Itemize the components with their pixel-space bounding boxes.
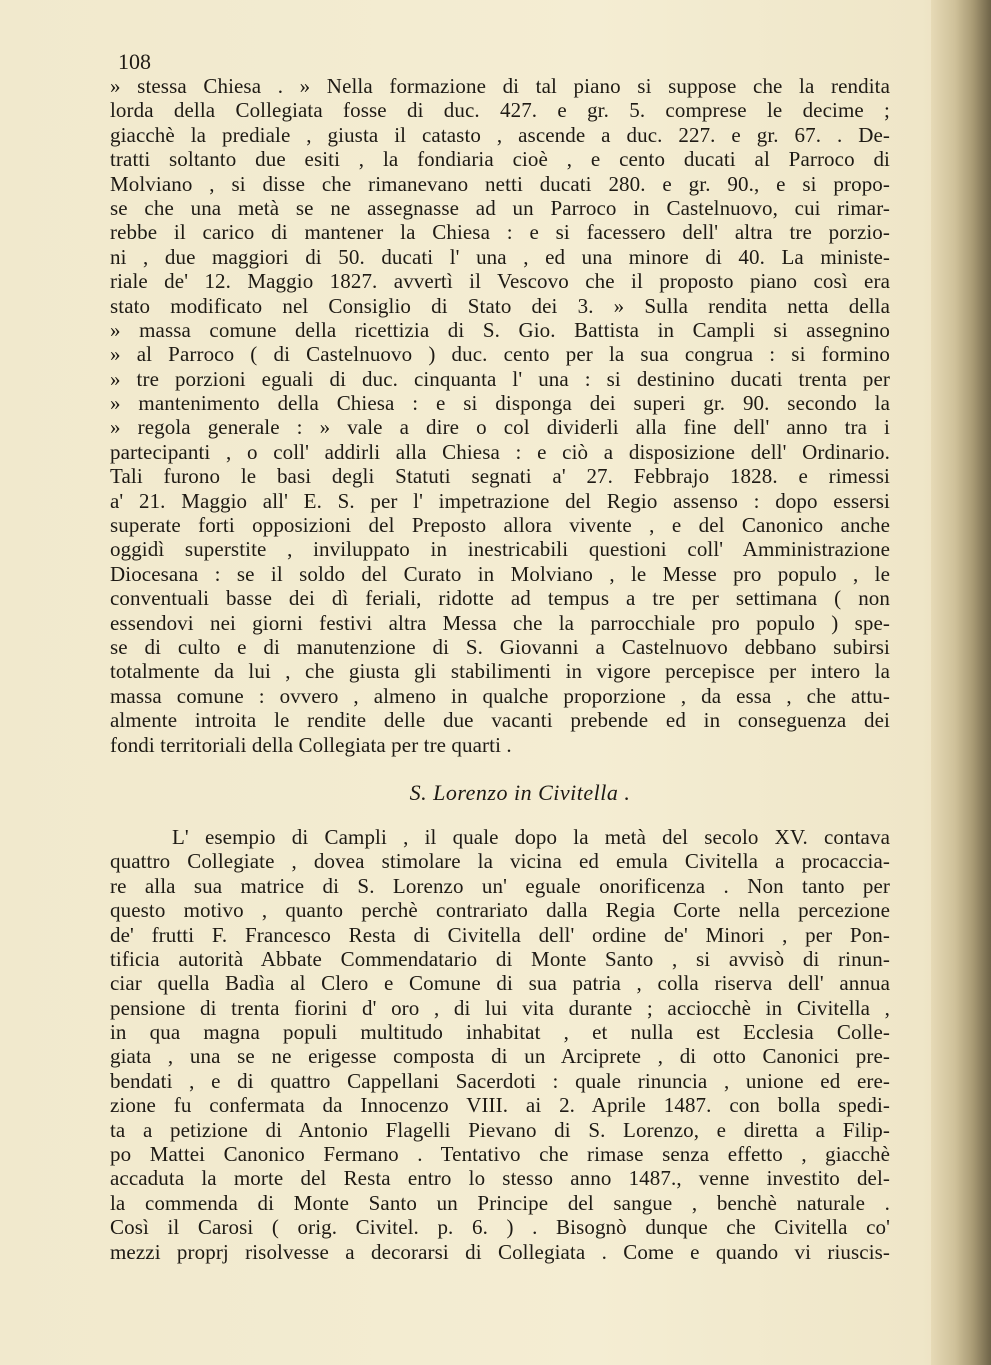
text-line: fondi territoriali della Collegiata per tre quarti . — [110, 732, 512, 757]
text-line: mezzi proprj risolvesse a decorarsi di Collegiata . Come e quando vi riuscis- — [110, 1239, 890, 1264]
text-line: massa comune : ovvero , almeno in qualche proporzione , da essa , che attu- — [110, 683, 890, 708]
paragraph-civitella — [110, 825, 890, 1264]
text-line: a' 21. Maggio all' E. S. per l' impetrazione del Regio assenso : dopo essersi — [110, 488, 890, 513]
text-line: lorda della Collegiata fosse di duc. 427. e gr. 5. comprese le decime ; — [110, 98, 890, 123]
text-line: » regola generale : » vale a dire o col dividerli alla fine dell' anno tra i — [110, 415, 890, 440]
text-line: de' frutti F. Francesco Resta di Civitella dell' ordine de' Minori , per Pon- — [110, 922, 890, 947]
text-line: » tre porzioni eguali di duc. cinquanta l' una : si destinino ducati trenta per — [110, 366, 890, 391]
text-line: almente introita le rendite delle due vacanti prebende ed in conseguenza dei — [110, 708, 890, 733]
text-line: oggidì superstite , inviluppato in inestricabili questioni coll' Amministrazione — [110, 537, 890, 562]
text-line: stato modificato nel Consiglio di Stato dei 3. » Sulla rendita netta della — [110, 293, 890, 318]
text-line: superate forti opposizioni del Preposto allora vivente , e del Canonico anche — [110, 513, 890, 538]
text-line: zione fu confermata da Innocenzo VIII. ai 2. Aprile 1487. con bolla spedi- — [110, 1093, 890, 1118]
text-line: la commenda di Monte Santo un Principe del sangue , benchè naturale . — [110, 1190, 890, 1215]
text-line: tratti soltanto due esiti , la fondiaria cioè , e cento ducati al Parroco di — [110, 147, 890, 172]
text-line: Molviano , si disse che rimanevano netti ducati 280. e gr. 90., e si propo- — [110, 171, 890, 196]
text-line: questo motivo , quanto perchè contrariato dalla Regia Corte nella percezione — [110, 898, 890, 923]
text-line: quattro Collegiate , dovea stimolare la vicina ed emula Civitella a procaccia- — [110, 849, 890, 874]
text-line: re alla sua matrice di S. Lorenzo un' eguale onorificenza . Non tanto per — [110, 873, 890, 898]
text-line: » mantenimento della Chiesa : e si disponga dei superi gr. 90. secondo la — [110, 391, 890, 416]
text-line: conventuali basse dei dì feriali, ridotte ad tempus a tre per settimana ( non — [110, 586, 890, 611]
text-line: bendati , e di quattro Cappellani Sacerdoti : quale rinuncia , unione ed ere- — [110, 1068, 890, 1093]
text-line: Così il Carosi ( orig. Civitel. p. 6. ) . Bisognò dunque che Civitella co' — [110, 1215, 890, 1240]
text-line: tificia autorità Abbate Commendatario di Monte Santo , si avvisò di rinun- — [110, 946, 890, 971]
text-line: pensione di trenta fiorini d' oro , di lui vita durante ; acciocchè in Civitella , — [110, 995, 890, 1020]
text-line: ni , due maggiori di 50. ducati l' una , ed una minore di 40. La ministe- — [110, 244, 890, 269]
text-line: » al Parroco ( di Castelnuovo ) duc. cento per la sua congrua : si formino — [110, 342, 890, 367]
paragraph-collegiata-campli — [110, 74, 890, 757]
text-line: in qua magna populi multitudo inhabitat , et nulla est Ecclesia Colle- — [110, 1020, 890, 1045]
text-line: » stessa Chiesa . » Nella formazione di tal piano si suppose che la rendita — [110, 74, 890, 98]
text-line: accaduta la morte del Resta entro lo stesso anno 1487., venne investito del- — [110, 1166, 890, 1191]
text-line: giata , una se ne erigesse composta di un Arciprete , di otto Canonici pre- — [110, 1044, 890, 1069]
text-line: ciar quella Badìa al Clero e Comune di sua patria , colla riserva dell' annua — [110, 971, 890, 996]
text-line: rebbe il carico di mantener la Chiesa : e si facessero dell' altra tre porzio- — [110, 220, 890, 245]
page-number: 108 — [118, 49, 151, 74]
text-line: po Mattei Canonico Fermano . Tentativo che rimase senza effetto , giacchè — [110, 1142, 890, 1167]
book-spine-shadow — [931, 0, 991, 1365]
text-line: L' esempio di Campli , il quale dopo la metà del secolo XV. contava — [172, 824, 890, 849]
text-line: giacchè la prediale , giusta il catasto , ascende a duc. 227. e gr. 67. . De- — [110, 122, 890, 147]
text-line: se di culto e di manutenzione di S. Giovanni a Castelnuovo debbano subirsi — [110, 634, 890, 659]
text-line: Diocesana : se il soldo del Curato in Molviano , le Messe pro populo , le — [110, 561, 890, 586]
text-line: riale de' 12. Maggio 1827. avvertì il Vescovo che il proposto piano così era — [110, 269, 890, 294]
text-line: se che una metà se ne assegnasse ad un Parroco in Castelnuovo, cui rimar- — [110, 195, 890, 220]
text-line: totalmente da lui , che giusta gli stabilimenti in vigore percepisce per intero la — [110, 659, 890, 684]
page-text-block — [110, 50, 890, 1264]
text-line: » massa comune della ricettizia di S. Gio. Battista in Campli si assegnino — [110, 317, 890, 342]
text-line: essendovi nei giorni festivi altra Messa che la parrocchiale pro populo ) spe- — [110, 610, 890, 635]
text-line: Tali furono le basi degli Statuti segnati a' 27. Febbrajo 1828. e rimessi — [110, 464, 890, 489]
section-heading: S. Lorenzo in Civitella . — [409, 779, 631, 805]
text-line: ta a petizione di Antonio Flagelli Pievano di S. Lorenzo, e diretta a Filip- — [110, 1117, 890, 1142]
text-line: partecipanti , o coll' addirli alla Chiesa : e ciò a disposizione dell' Ordinario. — [110, 439, 890, 464]
